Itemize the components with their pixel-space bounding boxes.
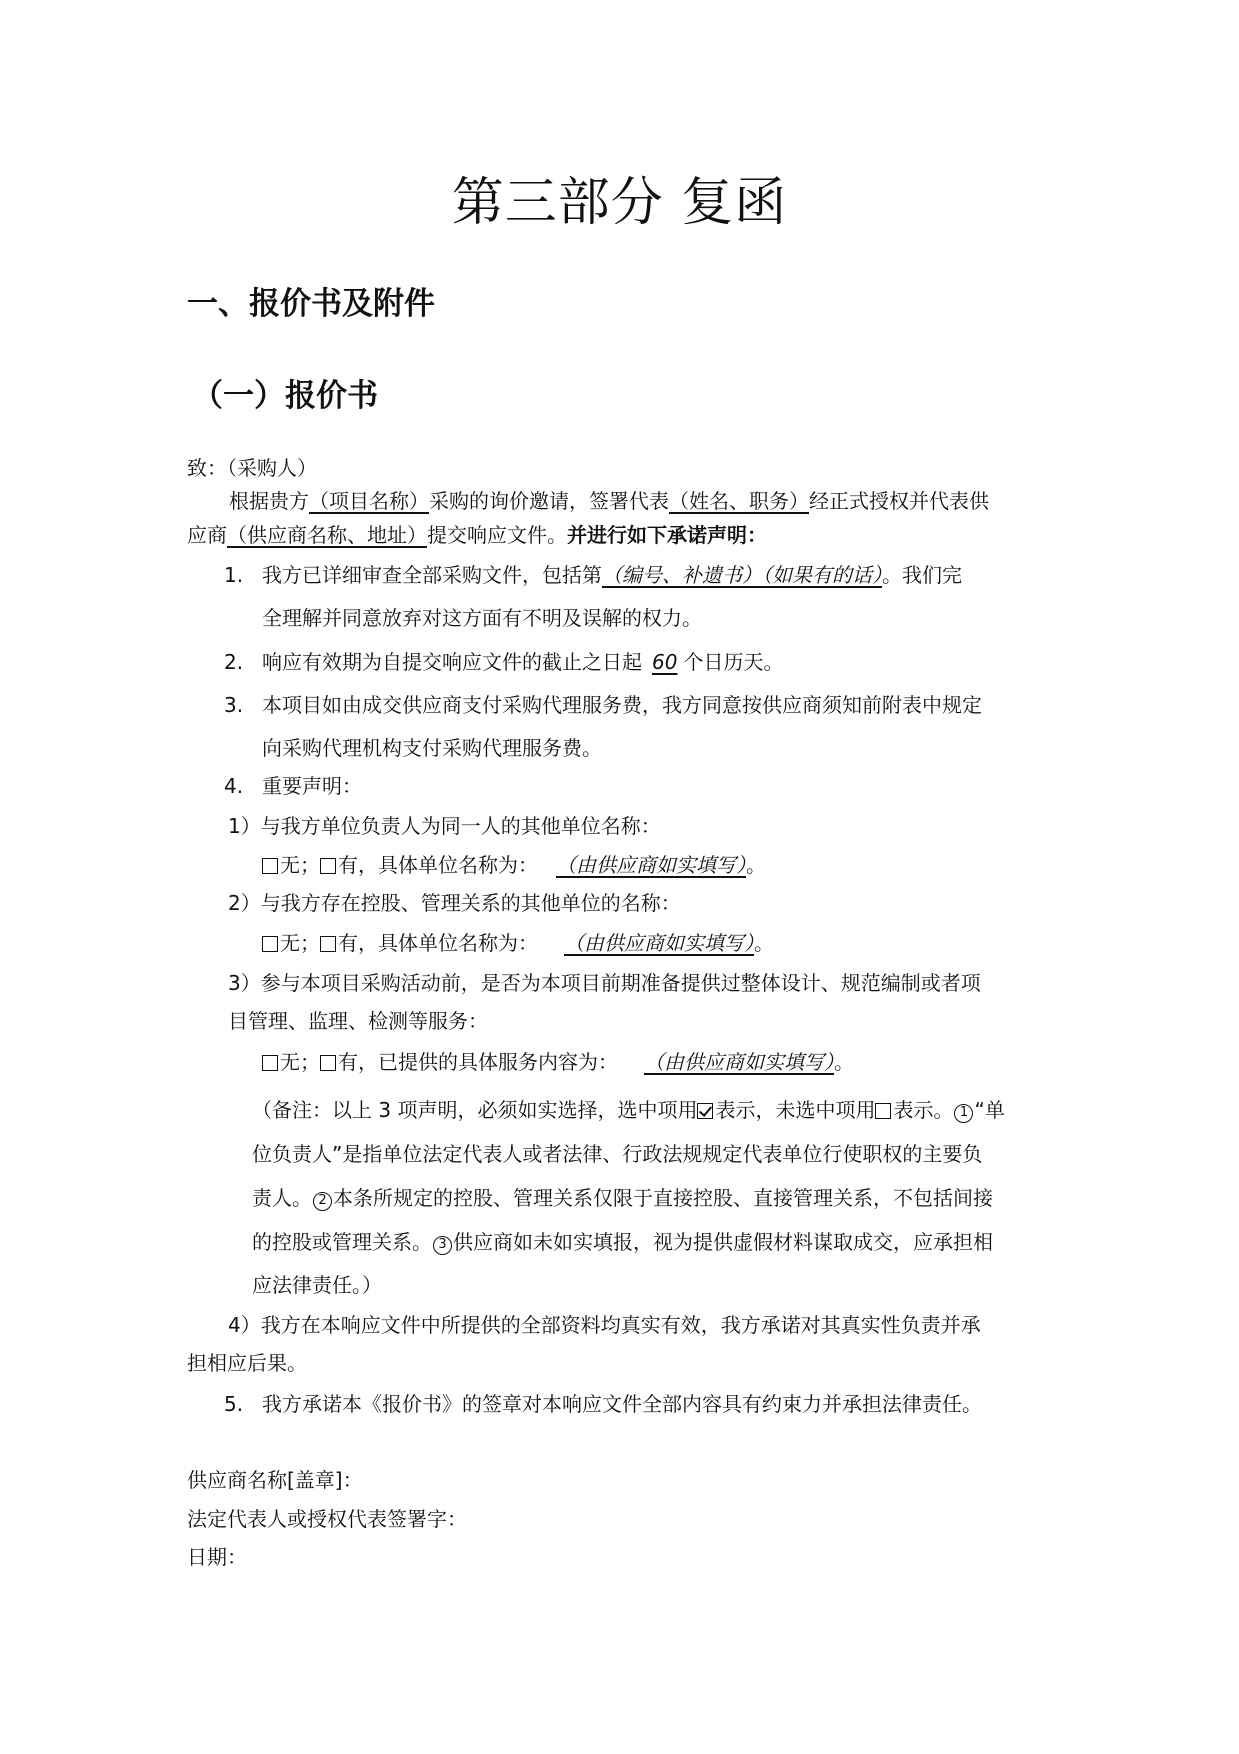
item-4-label: 重要声明： [262, 774, 362, 798]
circled-number-icon: 1 [954, 1104, 973, 1123]
intro-line-2 [187, 520, 767, 550]
item-number: 3. [224, 693, 244, 717]
note-text: 责人。 [252, 1186, 312, 1210]
item-1-line-2: 全理解并同意放弃对这方面有不明及误解的权力。 [262, 606, 702, 630]
representative-field: （姓名、职务） [669, 489, 809, 513]
supplier-field: （供应商名称、地址） [227, 523, 427, 547]
validity-days-field: 60 [652, 650, 678, 674]
declaration-2-options [262, 928, 774, 958]
item-number: 4. [224, 774, 244, 798]
intro-text: 采购的询价邀请，签署代表 [429, 489, 669, 513]
item-1-line-1 [262, 560, 962, 590]
has-checkbox[interactable] [320, 858, 336, 874]
supplier-seal-label: 供应商名称[盖章]： [187, 1468, 363, 1492]
item-2-line [262, 647, 783, 677]
addressee-line: 致：（采购人） [187, 456, 317, 480]
declaration-4-line-1: 4）我方在本响应文件中所提供的全部资料均真实有效，我方承诺对其真实性负责并承 [228, 1313, 981, 1337]
note-line-3 [252, 1183, 993, 1213]
item-text: 我方已详细审查全部采购文件，包括第 [262, 563, 602, 587]
fill-in-field[interactable]: （由供应商如实填写） [556, 853, 746, 877]
page-title: 第三部分 复函 [451, 173, 788, 233]
option-label: 有，具体单位名称为： [338, 931, 538, 955]
fill-in-field[interactable]: （由供应商如实填写） [644, 1050, 834, 1074]
option-label: 无； [280, 853, 320, 877]
representative-signature-label: 法定代表人或授权代表签署字： [187, 1507, 467, 1531]
item-5-line: 我方承诺本《报价书》的签章对本响应文件全部内容具有约束力并承担法律责任。 [262, 1392, 982, 1416]
section-heading: 一、报价书及附件 [187, 286, 435, 322]
note-line-4 [252, 1227, 993, 1257]
option-label: 有，已提供的具体服务内容为： [338, 1050, 618, 1074]
document-ref-field: （编号、补遗书）（如果有的话） [602, 563, 882, 587]
note-text: 的控股或管理关系。 [252, 1230, 432, 1254]
declaration-3-options [262, 1047, 854, 1077]
note-line-5: 应法律责任。） [252, 1273, 382, 1297]
declaration-1-title: 1）与我方单位负责人为同一人的其他单位名称： [228, 814, 661, 838]
item-text: 响应有效期为自提交响应文件的截止之日起 [262, 650, 642, 674]
note-text: 表示。 [893, 1098, 954, 1122]
none-checkbox[interactable] [262, 1055, 278, 1071]
project-name-field: （项目名称） [309, 489, 429, 513]
subsection-heading: （一）报价书 [192, 378, 378, 414]
item-text: 个日历天。 [683, 650, 784, 674]
commitment-statement: 并进行如下承诺声明： [567, 523, 767, 547]
item-text: 。我们完 [882, 563, 962, 587]
declaration-2-title: 2）与我方存在控股、管理关系的其他单位的名称： [228, 891, 681, 915]
intro-text: 根据贵方 [229, 489, 309, 513]
note-text: 本条所规定的控股、管理关系仅限于直接控股、直接管理关系，不包括间接 [333, 1186, 993, 1210]
item-3-line-2: 向采购代理机构支付采购代理服务费。 [262, 736, 602, 760]
note-line-1 [252, 1095, 1005, 1125]
punctuation: 。 [746, 853, 766, 877]
date-label: 日期： [187, 1545, 247, 1569]
item-number: 1. [224, 563, 244, 587]
declaration-3-line-2: 目管理、监理、检测等服务： [228, 1009, 488, 1033]
declaration-1-options [262, 850, 766, 880]
intro-text: 经正式授权并代表供 [809, 489, 989, 513]
item-3-line-1: 本项目如由成交供应商支付采购代理服务费，我方同意按供应商须知前附表中规定 [262, 693, 982, 717]
item-number: 2. [224, 650, 244, 674]
declaration-3-line-1: 3）参与本项目采购活动前，是否为本项目前期准备提供过整体设计、规范编制或者项 [228, 971, 981, 995]
has-checkbox[interactable] [320, 1055, 336, 1071]
empty-box-icon [875, 1103, 891, 1119]
option-label: 有，具体单位名称为： [338, 853, 538, 877]
declaration-4-line-2: 担相应后果。 [187, 1351, 307, 1375]
note-text: （备注：以上 3 项声明，必须如实选择，选中项用 [252, 1098, 698, 1122]
intro-line-1 [229, 486, 989, 516]
circled-number-icon: 3 [433, 1236, 452, 1255]
item-number: 5. [224, 1392, 244, 1416]
has-checkbox[interactable] [320, 936, 336, 952]
note-text: 表示，未选中项用 [715, 1098, 876, 1122]
punctuation: 。 [834, 1050, 854, 1074]
note-line-2: 位负责人”是指单位法定代表人或者法律、行政法规规定代表单位行使职权的主要负 [252, 1142, 983, 1166]
checked-box-icon [697, 1103, 713, 1119]
punctuation: 。 [754, 931, 774, 955]
intro-text: 提交响应文件。 [427, 523, 567, 547]
note-text: 供应商如未如实填报，视为提供虚假材料谋取成交，应承担相 [453, 1230, 993, 1254]
none-checkbox[interactable] [262, 936, 278, 952]
option-label: 无； [280, 1050, 320, 1074]
intro-text: 应商 [187, 523, 227, 547]
note-text: “单 [974, 1098, 1005, 1122]
fill-in-field[interactable]: （由供应商如实填写） [564, 931, 754, 955]
circled-number-icon: 2 [313, 1192, 332, 1211]
option-label: 无； [280, 931, 320, 955]
none-checkbox[interactable] [262, 858, 278, 874]
